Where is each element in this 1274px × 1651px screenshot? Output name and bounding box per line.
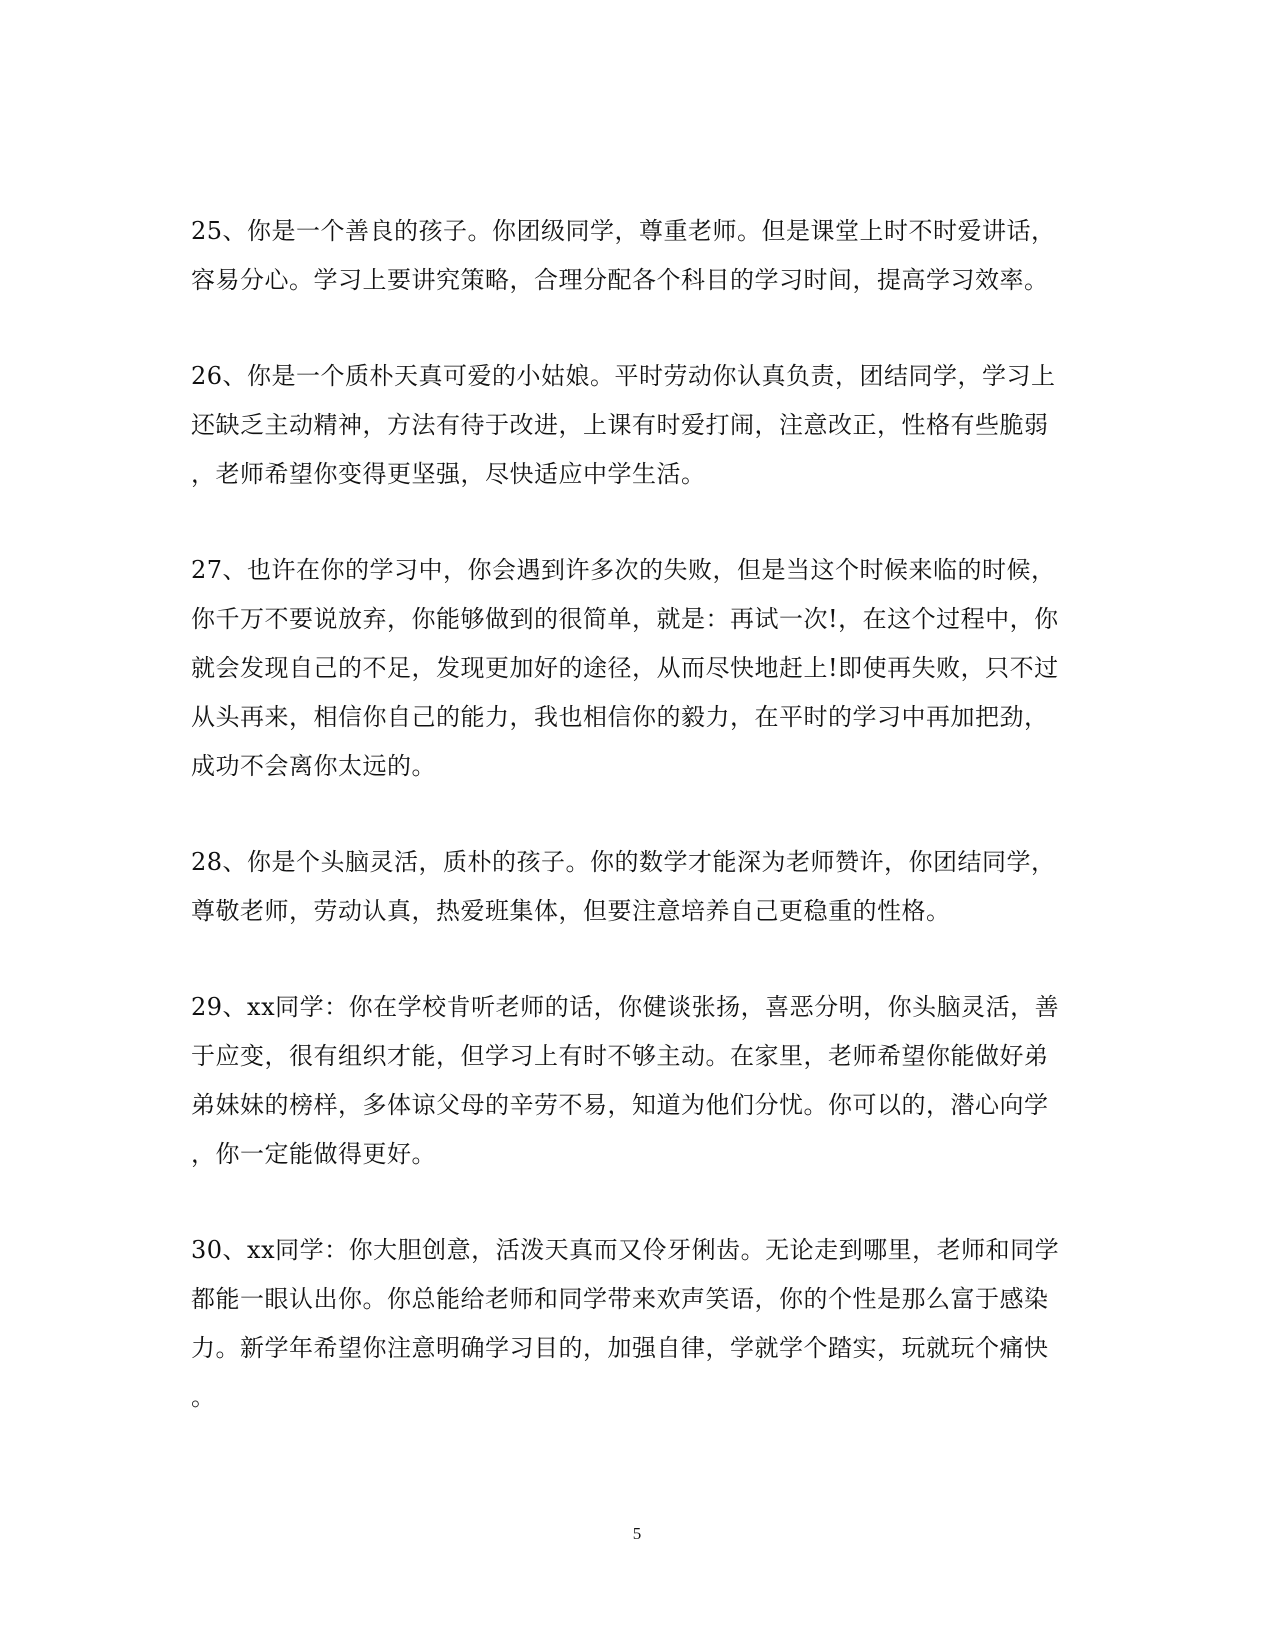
text-line: 力。新学年希望你注意明确学习目的，加强自律，学就学个踏实，玩就玩个痛快 <box>191 1334 1049 1362</box>
page-number: 5 <box>632 1524 642 1543</box>
text-line: ，老师希望你变得更坚强，尽快适应中学生活。 <box>191 460 706 488</box>
comment-paragraph-28 <box>191 838 1081 936</box>
text-line: ，你一定能做得更好。 <box>191 1140 436 1168</box>
text-line: 就会发现自己的不足，发现更加好的途径，从而尽快地赶上!即使再失败，只不过 <box>191 654 1059 682</box>
comment-paragraph-27 <box>191 546 1081 791</box>
document-body <box>191 207 1081 1469</box>
text-line: 成功不会离你太远的。 <box>191 752 436 780</box>
text-line: 容易分心。学习上要讲究策略，合理分配各个科目的学习时间，提高学习效率。 <box>191 266 1049 294</box>
text-line: 26、你是一个质朴天真可爱的小姑娘。平时劳动你认真负责，团结同学，学习上 <box>191 362 1056 390</box>
text-line: 27、也许在你的学习中，你会遇到许多次的失败，但是当这个时候来临的时候， <box>191 556 1056 584</box>
text-line: 于应变，很有组织才能，但学习上有时不够主动。在家里，老师希望你能做好弟 <box>191 1042 1049 1070</box>
text-line: 还缺乏主动精神，方法有待于改进，上课有时爱打闹，注意改正，性格有些脆弱 <box>191 411 1049 439</box>
comment-paragraph-26 <box>191 352 1081 499</box>
text-line: 25、你是一个善良的孩子。你团级同学，尊重老师。但是课堂上时不时爱讲话， <box>191 217 1056 245</box>
text-line: 30、xx同学：你大胆创意，活泼天真而又伶牙俐齿。无论走到哪里，老师和同学 <box>191 1236 1060 1264</box>
text-line: 。 <box>191 1383 216 1411</box>
text-line: 29、xx同学：你在学校肯听老师的话，你健谈张扬，喜恶分明，你头脑灵活，善 <box>191 993 1060 1021</box>
comment-paragraph-25 <box>191 207 1081 305</box>
text-line: 弟妹妹的榜样，多体谅父母的辛劳不易，知道为他们分忧。你可以的，潜心向学 <box>191 1091 1049 1119</box>
text-line: 28、你是个头脑灵活，质朴的孩子。你的数学才能深为老师赞许，你团结同学， <box>191 848 1056 876</box>
text-line: 都能一眼认出你。你总能给老师和同学带来欢声笑语，你的个性是那么富于感染 <box>191 1285 1049 1313</box>
text-line: 尊敬老师，劳动认真，热爱班集体，但要注意培养自己更稳重的性格。 <box>191 897 951 925</box>
text-line: 你千万不要说放弃，你能够做到的很简单，就是：再试一次!，在这个过程中，你 <box>191 605 1059 633</box>
comment-paragraph-29 <box>191 983 1081 1179</box>
text-line: 从头再来，相信你自己的能力，我也相信你的毅力，在平时的学习中再加把劲， <box>191 703 1049 731</box>
comment-paragraph-30 <box>191 1226 1081 1422</box>
